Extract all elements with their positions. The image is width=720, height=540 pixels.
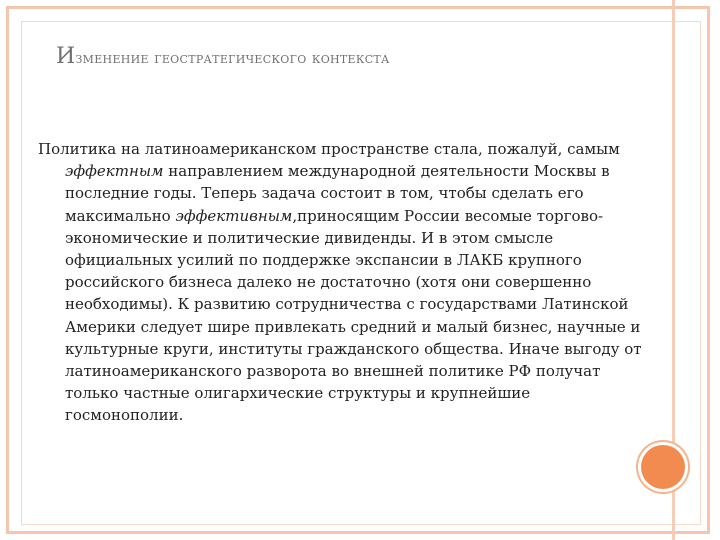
- title-first-letter: И: [56, 44, 76, 69]
- decorative-circle-icon: [641, 445, 685, 489]
- paragraph-segment-italic: эффективным: [175, 206, 293, 225]
- paragraph-segment: Политика на латиноамериканском пространстве стала, пожалуй, самым: [38, 140, 620, 158]
- paragraph-segment-italic: эффектным: [65, 162, 164, 181]
- body-paragraph: [38, 138, 648, 427]
- paragraph-segment: ,приносящим России весомые торгово-экономические и политические дивиденды. И в этом смысле официальных усилий по поддержке экспансии в ЛАКБ крупного российского бизнеса далеко не достаточно (хотя они совершенно необходимы). К развитию сотрудничества с государствами Латинской Америки следует шире привлекать средний и малый бизнес, научные и культурные круги, институты гражданского общества. Иначе выгоду от латиноамериканского разворота во внешней политике РФ получат только частные олигархические структуры и крупнейшие госмонополии.: [65, 206, 642, 425]
- slide-body: [38, 138, 648, 427]
- slide-title: [56, 44, 656, 69]
- paragraph-segment: направлением международной деятельности Москвы в последние годы. Теперь задача состоит в том, чтобы сделать его максимально: [65, 162, 610, 225]
- title-rest: зменение геостратегического контекста: [75, 48, 390, 67]
